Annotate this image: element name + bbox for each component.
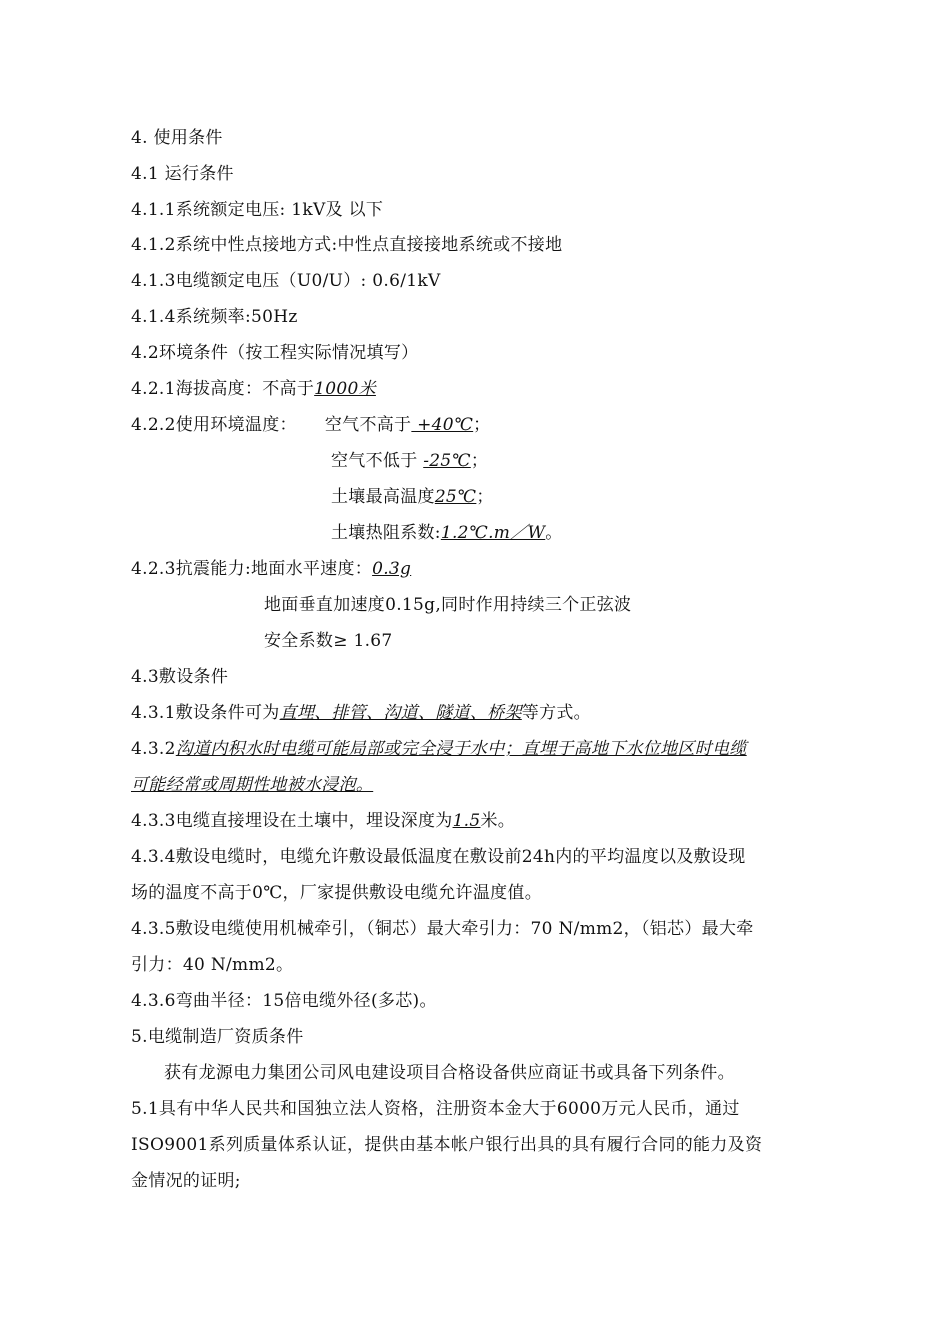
water-value-line1: 沟道内积水时电缆可能局部或完全浸于水中；直埋于高地下水位地区时电缆	[175, 739, 747, 759]
water-value-line2: 可能经常或周期性地被水浸泡。	[131, 775, 374, 795]
soil-max-value: 25℃	[434, 487, 477, 507]
seismic-label: 4.2.3抗震能力:地面水平速度：	[131, 559, 373, 579]
air-max-end: ；	[473, 415, 491, 435]
item-4-3-2-cont	[131, 774, 373, 796]
air-max-label: 空气不高于	[324, 415, 412, 435]
item-5-1-line3: 金情况的证明;	[131, 1171, 241, 1191]
depth-label: 4.3.3电缆直接埋设在土壤中，埋设深度为	[131, 811, 453, 831]
heading-5: 5.电缆制造厂资质条件	[131, 1027, 304, 1047]
item-safety-factor: 安全系数≥ 1.67	[264, 631, 393, 651]
air-max-value: +40℃	[411, 415, 474, 435]
item-air-min	[331, 450, 488, 472]
section-5-intro: 获有龙源电力集团公司风电建设项目合格设备供应商证书或具备下列条件。	[164, 1063, 735, 1083]
air-min-label: 空气不低于	[331, 451, 424, 471]
item-4-2-3	[131, 558, 411, 580]
item-4-1-4: 4.1.4系统频率:50Hz	[131, 307, 298, 327]
item-4-3-5-line2: 引力：40 N/mm2。	[131, 955, 294, 975]
altitude-label: 4.2.1海拔高度：不高于	[131, 379, 315, 399]
item-4-3-6: 4.3.6弯曲半径：15倍电缆外径(多芯)。	[131, 991, 437, 1011]
water-label: 4.3.2	[131, 739, 176, 759]
laying-value: 直埋、排管、沟道、隧道、桥架	[279, 703, 522, 723]
seismic-value: 0.3g	[372, 559, 412, 579]
item-4-3-1	[131, 702, 591, 724]
item-4-2-1	[131, 378, 376, 400]
air-min-value: -25℃	[423, 451, 471, 471]
item-4-3-5-line1: 4.3.5敷设电缆使用机械牵引，（铜芯）最大牵引力：70 N/mm2，（铝芯）最大牵	[131, 919, 754, 939]
heading-4-2: 4.2环境条件（按工程实际情况填写）	[131, 343, 419, 363]
item-vertical-acceleration: 地面垂直加速度0.15g,同时作用持续三个正弦波	[264, 595, 632, 615]
soil-max-end: ；	[476, 487, 494, 507]
temperature-label: 4.2.2使用环境温度：	[131, 415, 297, 435]
item-5-1-line2: ISO9001系列质量体系认证，提供由基本帐户银行出具的具有履行合同的能力及资	[131, 1135, 763, 1155]
heading-4-3: 4.3敷设条件	[131, 667, 229, 687]
item-4-1-2: 4.1.2系统中性点接地方式:中性点直接接地系统或不接地	[131, 235, 563, 255]
air-min-end: ；	[470, 451, 489, 471]
heading-4-1: 4.1 运行条件	[131, 164, 234, 184]
item-4-3-2	[131, 738, 747, 760]
item-4-1-3: 4.1.3电缆额定电压（U0/U）: 0.6/1kV	[131, 271, 441, 291]
item-5-1-line1: 5.1具有中华人民共和国独立法人资格，注册资本金大于6000万元人民币，通过	[131, 1099, 740, 1119]
item-4-3-4-line2: 场的温度不高于0℃，厂家提供敷设电缆允许温度值。	[131, 883, 543, 903]
item-4-3-3	[131, 810, 515, 832]
laying-label: 4.3.1敷设条件可为	[131, 703, 280, 723]
soil-resistance-label: 土壤热阻系数:	[331, 523, 441, 543]
item-soil-resistance	[331, 522, 563, 544]
soil-max-label: 土壤最高温度	[331, 487, 435, 507]
item-4-3-4-line1: 4.3.4敷设电缆时，电缆允许敷设最低温度在敷设前24h内的平均温度以及敷设现	[131, 847, 746, 867]
soil-resistance-value: 1.2℃.m／W	[440, 523, 546, 543]
heading-4: 4. 使用条件	[131, 128, 223, 148]
laying-end: 等方式。	[521, 703, 591, 723]
altitude-value: 1000米	[314, 379, 376, 399]
item-4-1-1: 4.1.1系统额定电压: 1kV及 以下	[131, 200, 384, 220]
depth-value: 1.5	[452, 811, 481, 831]
soil-resistance-end: 。	[545, 523, 563, 543]
depth-end: 米。	[480, 811, 516, 831]
item-soil-max	[331, 486, 494, 508]
item-4-2-2	[131, 414, 490, 436]
